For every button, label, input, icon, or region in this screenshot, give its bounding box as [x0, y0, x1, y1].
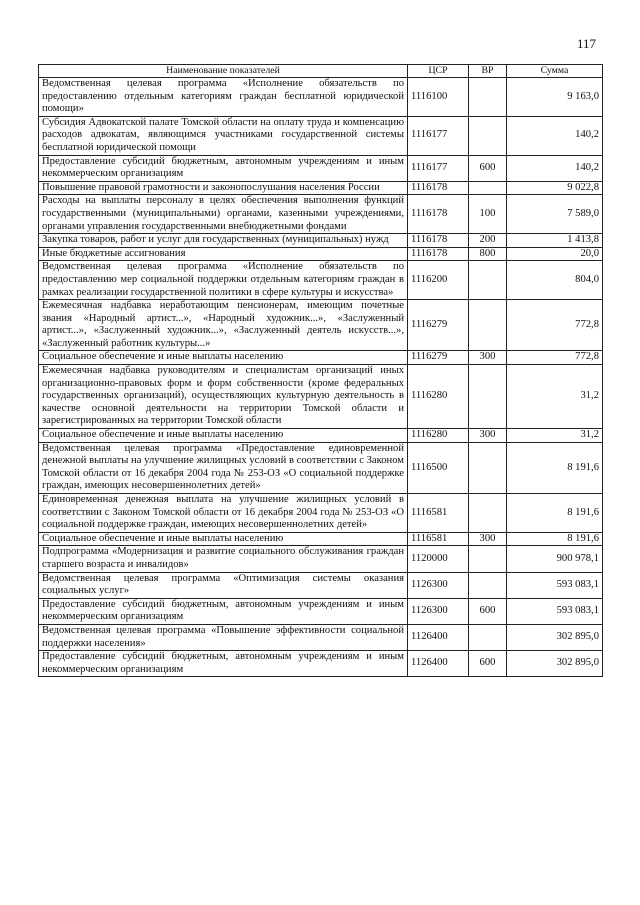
row-name: Ведомственная целевая программа «Оптимизация системы оказания социальных услуг»	[39, 572, 408, 598]
table-row	[39, 234, 603, 248]
table-row	[39, 532, 603, 546]
row-sum: 804,0	[507, 261, 603, 300]
table-row	[39, 365, 603, 429]
row-name: Социальное обеспечение и иные выплаты населению	[39, 429, 408, 443]
row-name: Ежемесячная надбавка неработающим пенсионерам, имеющим почетные звания «Народный артист...», «Народный художник...», «Заслуженный артист...», «Заслуженный художник...», «Заслуженный деятель искусств...», «Заслуженный работник культуры...»	[39, 300, 408, 351]
table-row	[39, 624, 603, 650]
row-sum: 140,2	[507, 116, 603, 155]
table-row	[39, 247, 603, 261]
row-vr	[469, 442, 507, 493]
table-row	[39, 195, 603, 234]
row-sum: 900 978,1	[507, 546, 603, 572]
row-vr	[469, 181, 507, 195]
row-csr: 1116581	[408, 532, 469, 546]
table-header	[39, 65, 603, 78]
row-csr: 1116178	[408, 234, 469, 248]
row-name: Ежемесячная надбавка руководителям и специалистам организаций иных организационно-правовых форм и форм собственности (кроме федеральных государственных организаций), осуществляющих культурную деятельность в качестве основной деятельности на территории Томской области и зарегистрированных на территории Томской области	[39, 365, 408, 429]
row-csr: 1126400	[408, 624, 469, 650]
row-csr: 1116280	[408, 429, 469, 443]
row-csr: 1120000	[408, 546, 469, 572]
row-vr: 100	[469, 195, 507, 234]
row-csr: 1116177	[408, 116, 469, 155]
header-vr: ВР	[469, 65, 507, 78]
row-vr: 300	[469, 532, 507, 546]
table-row	[39, 181, 603, 195]
row-name: Ведомственная целевая программа «Повышение эффективности социальной поддержки населения»	[39, 624, 408, 650]
table-row	[39, 572, 603, 598]
row-vr	[469, 494, 507, 533]
table-row	[39, 651, 603, 677]
row-vr	[469, 572, 507, 598]
row-name: Предоставление субсидий бюджетным, автономным учреждениям и иным некоммерческим организациям	[39, 155, 408, 181]
row-csr: 1126300	[408, 572, 469, 598]
row-name: Иные бюджетные ассигнования	[39, 247, 408, 261]
row-csr: 1116280	[408, 365, 469, 429]
row-vr	[469, 78, 507, 117]
row-vr	[469, 365, 507, 429]
row-sum: 20,0	[507, 247, 603, 261]
row-name: Ведомственная целевая программа «Исполнение обязательств по предоставлению отдельным категориям граждан бесплатной юридической помощи»	[39, 78, 408, 117]
row-vr: 600	[469, 598, 507, 624]
row-name: Субсидия Адвокатской палате Томской области на оплату труда и компенсацию расходов адвокатам, являющимся участниками государственной системы бесплатной юридической помощи	[39, 116, 408, 155]
row-csr: 1116100	[408, 78, 469, 117]
table-row	[39, 116, 603, 155]
row-vr	[469, 546, 507, 572]
table-row	[39, 598, 603, 624]
row-vr	[469, 116, 507, 155]
row-sum: 8 191,6	[507, 532, 603, 546]
row-sum: 7 589,0	[507, 195, 603, 234]
row-csr: 1116178	[408, 181, 469, 195]
row-sum: 8 191,6	[507, 494, 603, 533]
row-vr	[469, 624, 507, 650]
row-sum: 302 895,0	[507, 624, 603, 650]
row-csr: 1116178	[408, 247, 469, 261]
row-csr: 1116581	[408, 494, 469, 533]
row-vr: 600	[469, 651, 507, 677]
row-sum: 302 895,0	[507, 651, 603, 677]
table-row	[39, 442, 603, 493]
table-row	[39, 155, 603, 181]
row-name: Ведомственная целевая программа «Исполнение обязательств по предоставлению мер социальной поддержки отдельным категориям граждан в рамках реализации государственной политики в сфере культуры и искусства»	[39, 261, 408, 300]
row-vr: 600	[469, 155, 507, 181]
row-csr: 1126400	[408, 651, 469, 677]
row-name: Повышение правовой грамотности и законопослушания населения России	[39, 181, 408, 195]
header-name: Наименование показателей	[39, 65, 408, 78]
row-name: Предоставление субсидий бюджетным, автономным учреждениям и иным некоммерческим организациям	[39, 651, 408, 677]
row-name: Социальное обеспечение и иные выплаты населению	[39, 532, 408, 546]
row-name: Расходы на выплаты персоналу в целях обеспечения выполнения функций государственными (муниципальными) органами, казенными учреждениями, органами управления государственными внебюджетными фондами	[39, 195, 408, 234]
row-csr: 1116177	[408, 155, 469, 181]
row-name: Предоставление субсидий бюджетным, автономным учреждениям и иным некоммерческим организациям	[39, 598, 408, 624]
table-row	[39, 351, 603, 365]
table-body	[39, 78, 603, 677]
row-name: Единовременная денежная выплата на улучшение жилищных условий в соответствии с Законом Томской области от 16 декабря 2004 года № 253-ОЗ «О социальной поддержке граждан, имеющих несовершеннолетних детей»	[39, 494, 408, 533]
row-sum: 140,2	[507, 155, 603, 181]
row-csr: 1116178	[408, 195, 469, 234]
budget-table	[38, 64, 603, 677]
row-csr: 1116279	[408, 351, 469, 365]
row-vr	[469, 300, 507, 351]
row-sum: 1 413,8	[507, 234, 603, 248]
row-vr: 800	[469, 247, 507, 261]
row-sum: 772,8	[507, 351, 603, 365]
table-row	[39, 494, 603, 533]
table-row	[39, 300, 603, 351]
row-sum: 593 083,1	[507, 572, 603, 598]
row-csr: 1126300	[408, 598, 469, 624]
table-row	[39, 261, 603, 300]
row-sum: 9 022,8	[507, 181, 603, 195]
row-sum: 593 083,1	[507, 598, 603, 624]
row-sum: 772,8	[507, 300, 603, 351]
row-vr: 300	[469, 351, 507, 365]
table-row	[39, 78, 603, 117]
row-vr: 200	[469, 234, 507, 248]
row-name: Ведомственная целевая программа «Предоставление единовременной денежной выплаты на улучшение жилищных условий в соответствии с Законом Томской области от 16 декабря 2004 года № 253-ОЗ «О социальной поддержке граждан, имеющих несовершеннолетних детей»	[39, 442, 408, 493]
header-sum: Сумма	[507, 65, 603, 78]
row-name: Социальное обеспечение и иные выплаты населению	[39, 351, 408, 365]
table-row	[39, 429, 603, 443]
row-name: Подпрограмма «Модернизация и развитие социального обслуживания граждан старшего возраста и инвалидов»	[39, 546, 408, 572]
page-number: 117	[576, 36, 596, 51]
row-sum: 8 191,6	[507, 442, 603, 493]
row-sum: 31,2	[507, 365, 603, 429]
row-name: Закупка товаров, работ и услуг для государственных (муниципальных) нужд	[39, 234, 408, 248]
row-sum: 31,2	[507, 429, 603, 443]
row-csr: 1116500	[408, 442, 469, 493]
row-sum: 9 163,0	[507, 78, 603, 117]
row-vr	[469, 261, 507, 300]
header-csr: ЦСР	[408, 65, 469, 78]
row-csr: 1116200	[408, 261, 469, 300]
row-csr: 1116279	[408, 300, 469, 351]
table-row	[39, 546, 603, 572]
row-vr: 300	[469, 429, 507, 443]
